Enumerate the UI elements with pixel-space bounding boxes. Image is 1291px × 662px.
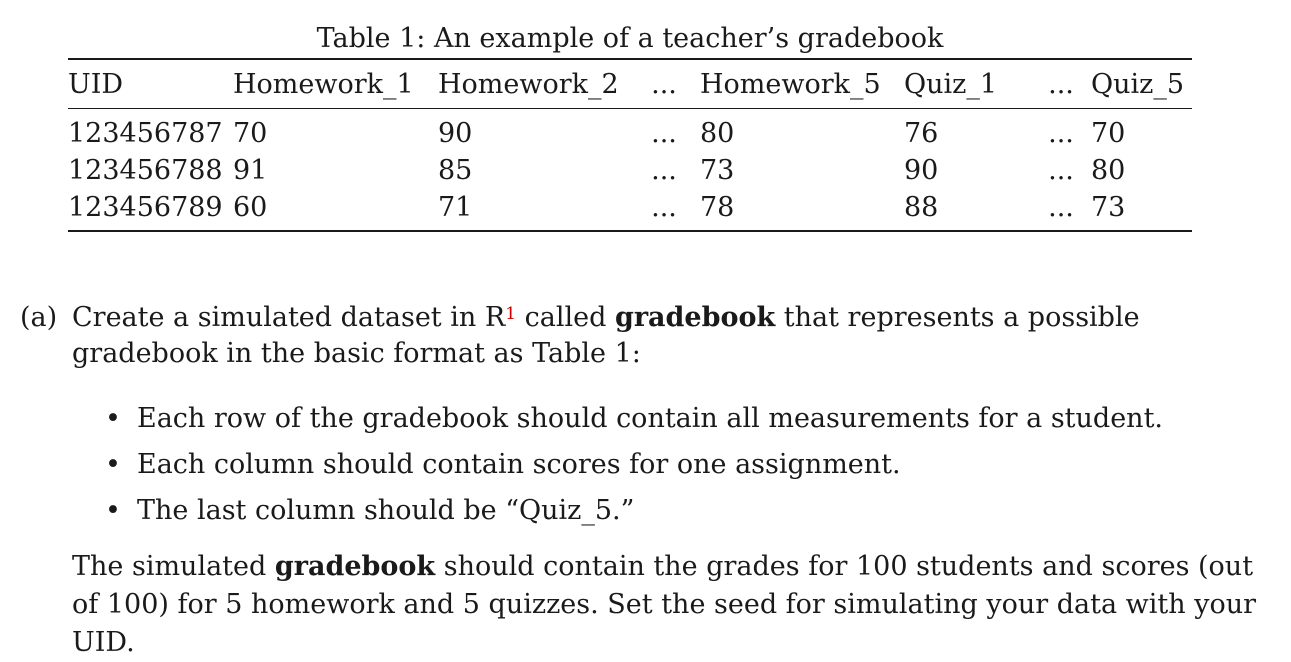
requirements-list [105,396,1163,534]
list-item [105,488,1163,534]
dataset-name-bold: gradebook [274,551,436,582]
table-cell: 123456789 [68,192,223,223]
column-header: UID [68,68,124,100]
dataset-name: gradebook [614,302,776,333]
table-cell: 91 [233,155,268,186]
table-cell-ellipsis: ... [1048,118,1074,149]
table-caption: Table 1: An example of a teacher’s gradebook [316,23,944,54]
table-cell: 80 [700,118,735,149]
column-header: Homework_1 [233,68,414,100]
column-header: Quiz_5 [1091,68,1185,100]
table-cell-ellipsis: ... [651,155,677,186]
column-header: Homework_5 [700,68,881,100]
bullet-icon: • [105,403,121,434]
table-cell: 78 [700,192,735,223]
table-cell: 70 [1091,118,1126,149]
table-row [68,152,1192,189]
table-cell: 88 [904,192,939,223]
paragraph-start: The simulated [72,551,275,582]
list-item [105,396,1163,442]
table-cell-ellipsis: ... [651,192,677,223]
table-cell-ellipsis: ... [1048,192,1074,223]
table-cell: 76 [904,118,939,149]
table-cell: 73 [1091,192,1126,223]
bullet-icon: • [105,495,121,526]
column-header: Quiz_1 [904,68,998,100]
table-cell-ellipsis: ... [651,118,677,149]
table-header-row [68,60,1192,108]
table-row [68,109,1192,152]
list-item-text: Each column should contain scores for one assignment. [137,449,901,480]
table-cell: 73 [700,155,735,186]
question-text-end: that represents a possible gradebook in the basic format as Table 1: [72,302,1140,369]
instructions-paragraph [72,548,1272,662]
table-cell: 60 [233,192,268,223]
table-row [68,189,1192,230]
column-header: Homework_2 [438,68,619,100]
gradebook-table [68,58,1192,232]
table-cell: 123456787 [68,118,223,149]
table-cell: 80 [1091,155,1126,186]
table-cell-ellipsis: ... [1048,155,1074,186]
question-part-a [20,300,1270,372]
list-item-text: The last column should be “Quiz_5.” [137,495,635,526]
column-header-ellipsis: ... [1048,68,1074,100]
question-text-called: called [516,302,615,333]
list-item-text: Each row of the gradebook should contain all measurements for a student. [137,403,1163,434]
table-cell: 90 [904,155,939,186]
table-cell: 90 [438,118,473,149]
bullet-icon: • [105,449,121,480]
question-label: (a) [20,302,58,333]
paragraph-end: should contain the grades for 100 students and scores (out of 100) for 5 homework and 5 quizzes. Set the seed for simulating your data with your UID. [72,551,1257,658]
list-item [105,442,1163,488]
table-cell: 70 [233,118,268,149]
question-text [72,300,1270,372]
table-cell: 71 [438,192,473,223]
column-header-ellipsis: ... [651,68,677,100]
bottom-rule [68,230,1192,232]
footnote-link[interactable]: 1 [505,304,517,324]
table-cell: 123456788 [68,155,223,186]
question-text-start: Create a simulated dataset in R [72,302,506,333]
table-cell: 85 [438,155,473,186]
